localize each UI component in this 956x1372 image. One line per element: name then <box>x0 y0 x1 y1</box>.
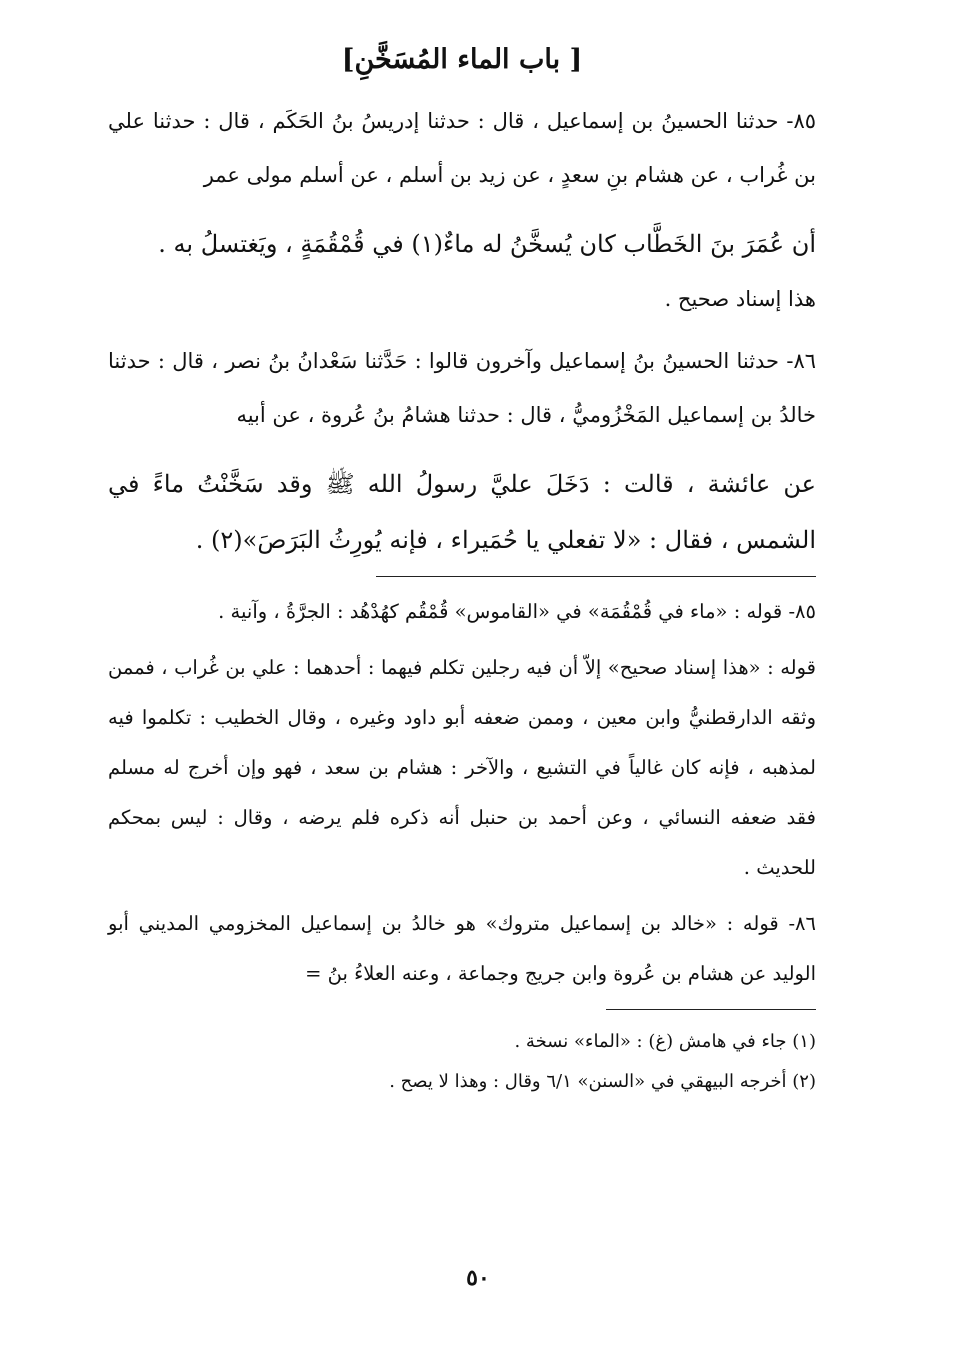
chapter-title: [ باب الماء المُسَخَّنِ] <box>341 44 583 75</box>
hadith-85-verdict: هذا إسناد صحيح . <box>664 287 816 311</box>
footnote-2: (٢) أخرجه البيهقي في «السنن» ٦/١ وقال : وهذا لا يصح . <box>389 1071 816 1092</box>
hadith-85-matn: أن عُمَرَ بنَ الخَطَّاب كان يُسخَّنُ له ماءٌ(١) في قُمْقُمَةٍ ، ويَغتسلُ به . <box>158 230 816 258</box>
page-number: ٥٠ <box>466 1265 490 1291</box>
commentary-divider <box>376 576 816 577</box>
hadith-85-isnad: ٨٥- حدثنا الحسينُ بن إسماعيل ، قال : حدثنا إدريسُ بنُ الحَكَم ، قال : حدثنا علي بن غُراب ، عن هشام بنِ سعدٍ ، عن زيد بن أسلم ، عن أسلم مولى عمر <box>108 109 816 187</box>
commentary-85-isnad: قوله : «هذا إسناد صحيح» إلاّ أن فيه رجلين تكلم فيهما : أحدهما : علي بن غُراب ، فممن وثقه الدارقطنيُّ وابن معين ، وممن ضعفه أبو داود وغيره ، وقال الخطيب : تكلموا فيه لمذهبه ، فإنه كان غالياً في التشيع ، والآخر : هشام بن سعد ، فهو وإن أخرج له مسلم فقد ضعفه النسائي ، وعن أحمد بن حنبل أنه ذكره فلم يرضه ، وقال : ليس بمحكم للحديث . <box>108 656 817 879</box>
hadith-86-isnad: ٨٦- حدثنا الحسينُ بنُ إسماعيل وآخرون قالوا : حَدَّثنا سَعْدانُ بنُ نصر ، قال : حدثنا خالدُ بن إسماعيل المَخْزُوميُّ ، قال : حدثنا هشامُ بنُ عُروة ، عن أبيه <box>108 349 816 427</box>
book-page <box>108 40 816 1102</box>
hadith-86-matn: عن عائشة ، قالت : دَخَلَ عليَّ رسولُ الله ﷺ وقد سَخَّنْتُ ماءً في الشمس ، فقال : «لا تفعلي يا حُمَيراء ، فإنه يُورِثُ البَرَصَ»(٢) . <box>108 470 817 554</box>
commentary-85-qumquma: ٨٥- قوله : «ماء في قُمْقُمَة» في «القاموس» قُمْقُم كهُدْهُد : الجرَّةُ ، وآنية . <box>218 600 816 623</box>
footnote-1: (١) جاء في هامش (غ) : «الماء» نسخة . <box>514 1031 816 1052</box>
footnote-divider <box>606 1009 816 1010</box>
commentary-86: ٨٦- قوله : «خالد بن إسماعيل متروك» هو خالدُ بن إسماعيل المخزومي المديني أبو الوليد عن هشام بن عُروة وابن جريج وجماعة ، وعنه العلاءُ بنُ = <box>108 912 816 985</box>
